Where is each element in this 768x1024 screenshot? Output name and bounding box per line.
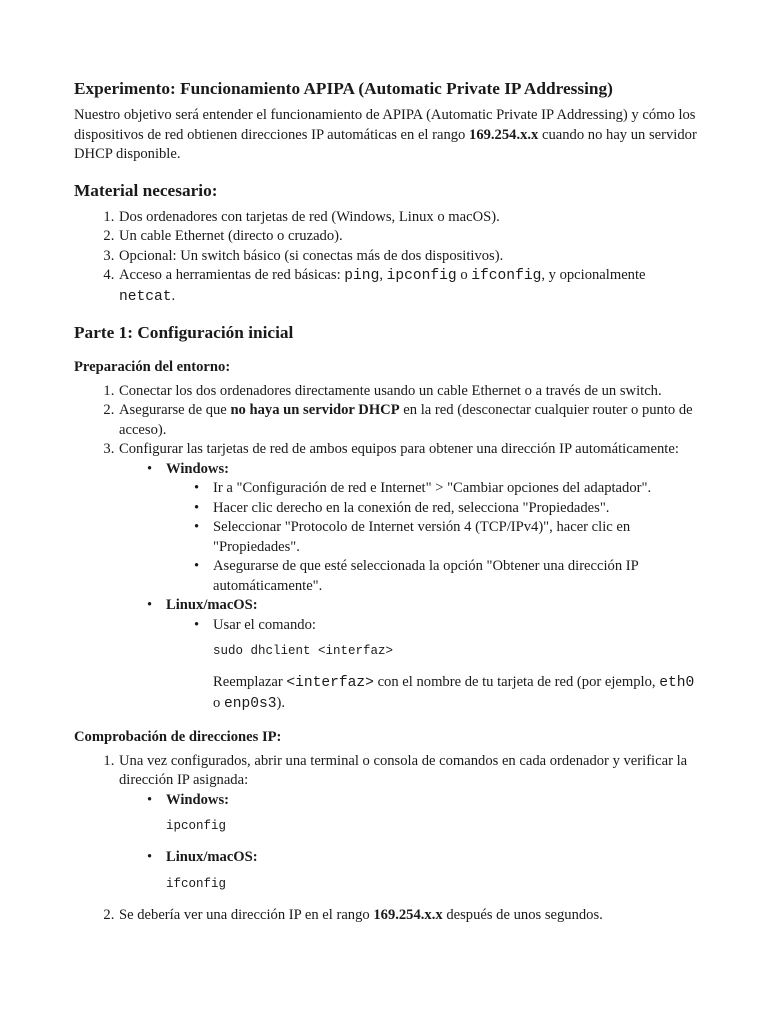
os-windows (165, 460, 704, 597)
document-title: Experimento: Funcionamiento APIPA (Automatic Private IP Addressing) (74, 79, 613, 98)
check-step-2-b: después de unos segundos. (442, 906, 603, 923)
check-os-windows (165, 791, 704, 835)
check-step-1-text: Una vez configurados, abrir una terminal o consola de comandos en cada ordenador y verificar la dirección IP asignada: (119, 752, 688, 788)
os-linux (165, 596, 704, 714)
os-list (119, 460, 704, 715)
windows-step: • Seleccionar "Protocolo de Internet versión 4 (TCP/IPv4)", hacer clic en "Propiedades". (212, 518, 704, 557)
linux-steps (166, 616, 704, 715)
prep-steps (74, 382, 704, 715)
cmd-netcat: netcat (119, 288, 172, 305)
prep-step-1: 1. Conectar los dos ordenadores directamente usando un cable Ethernet o a través de un switch. (118, 382, 704, 402)
check-step-2-a: Se debería ver una dirección IP en el rango (119, 906, 374, 923)
cmd-ifconfig: ifconfig (471, 268, 542, 284)
dhclient-command: sudo dhclient <interfaz> (213, 644, 394, 658)
check-step-2 (118, 906, 704, 926)
prep-step-2-b: en la red (desconectar cualquier router o punto de acceso). (119, 402, 693, 438)
material-item4-text-b: , y opcionalmente (541, 267, 646, 283)
prep-step-2 (118, 401, 704, 440)
replace-note (213, 673, 704, 714)
replace-b: con el nombre de tu tarjeta de red (por ejemplo, (373, 674, 660, 690)
windows-label: Windows: (166, 460, 229, 477)
prep-heading: Preparación del entorno: (74, 359, 231, 375)
prep-step-2-a: Asegurarse de que (119, 402, 231, 418)
material-item: 1. Dos ordenadores con tarjetas de red (Windows, Linux o macOS). (118, 208, 704, 228)
ifconfig-command: ifconfig (166, 876, 227, 891)
check-os-linux (165, 848, 704, 892)
check-step-1 (118, 752, 704, 892)
ipconfig-command: ipconfig (166, 819, 227, 833)
end-period: . (171, 287, 176, 304)
check-linux-label: Linux/macOS: (166, 849, 258, 865)
windows-step: • Asegurarse de que esté seleccionada la opción "Obtener una dirección IP automáticamente". (212, 557, 704, 596)
linux-label: Linux/macOS: (166, 597, 258, 613)
replace-a: Reemplazar (213, 674, 287, 690)
cmd-ping: ping (344, 268, 380, 284)
check-step-2-range: 169.254.x.x (373, 906, 443, 923)
material-item: 3. Opcional: Un switch básico (si conectas más de dos dispositivos). (118, 247, 704, 267)
material-list (74, 208, 704, 308)
intro-text-a: Nuestro objetivo será entender el funcionamiento de APIPA (Automatic Private IP Addressing) y cómo los dispositivos de red obtienen direcciones IP automáticas en el rango (74, 107, 696, 143)
code-enp0s3: enp0s3 (223, 695, 277, 712)
document-content (74, 78, 704, 925)
replace-end: ). (276, 694, 286, 711)
windows-step: • Ir a "Configuración de red e Internet" > "Cambiar opciones del adaptador". (212, 479, 704, 499)
windows-step: • Hacer clic derecho en la conexión de red, selecciona "Propiedades". (212, 499, 704, 519)
material-item (118, 266, 704, 307)
code-eth0: eth0 (659, 675, 695, 691)
prep-step-3 (118, 440, 704, 714)
intro-text-b: cuando no hay un servidor DHCP disponible. (74, 126, 697, 162)
check-heading: Comprobación de direcciones IP: (74, 729, 282, 745)
material-item4-text-a: Acceso a herramientas de red básicas: (119, 267, 345, 283)
part1-heading: Parte 1: Configuración inicial (74, 323, 294, 342)
material-item: 2. Un cable Ethernet (directo o cruzado). (118, 227, 704, 247)
intro-paragraph (74, 106, 704, 165)
check-steps (74, 752, 704, 926)
code-interfaz: <interfaz> (286, 675, 374, 691)
check-windows-label: Windows: (166, 791, 229, 808)
replace-or: o (213, 694, 224, 711)
linux-step (212, 616, 704, 715)
prep-step-3-text: Configurar las tarjetas de red de ambos equipos para obtener una dirección IP automáticamente: (119, 441, 679, 457)
sep: o (456, 267, 472, 283)
cmd-ipconfig: ipconfig (386, 268, 457, 284)
material-heading: Material necesario: (74, 180, 218, 200)
linux-step-text: Usar el comando: (213, 616, 316, 633)
windows-steps (166, 479, 704, 596)
prep-step-2-bold: no haya un servidor DHCP (230, 402, 400, 418)
intro-ip-range: 169.254.x.x (469, 126, 539, 143)
check-os-list (119, 791, 704, 892)
sep: , (379, 267, 387, 283)
